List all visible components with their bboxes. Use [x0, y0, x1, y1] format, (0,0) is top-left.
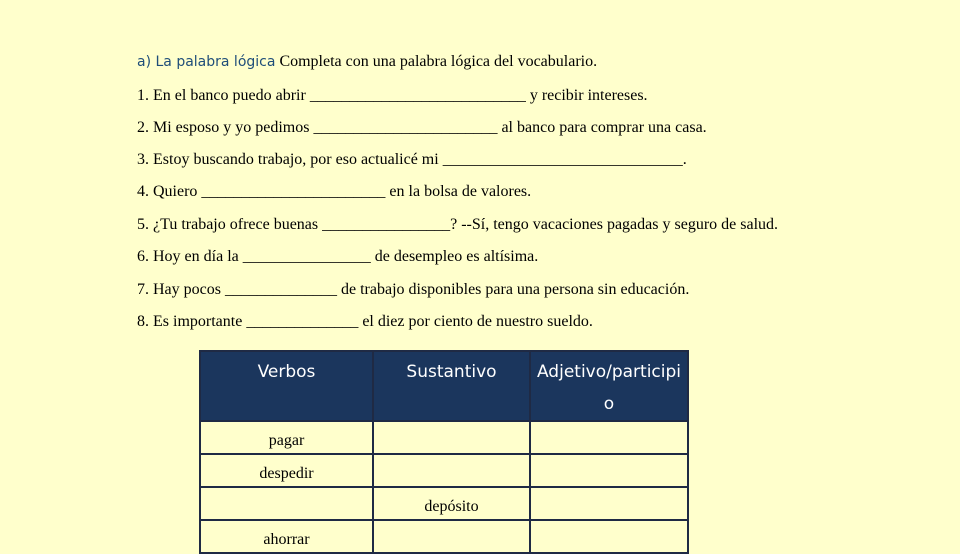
exercise-item-7: 7. Hay pocos ______________ de trabajo disponibles para una persona sin educación.: [137, 281, 690, 298]
table-cell: pagar: [200, 421, 373, 454]
header-adjetivo-label: Adjetivo/participio: [536, 362, 682, 414]
header-verbos: Verbos: [200, 351, 373, 421]
table-cell: [200, 487, 373, 520]
table-row: [200, 520, 688, 553]
exercise-item-6: 6. Hoy en día la ________________ de desempleo es altísima.: [137, 248, 539, 265]
exercise-item-3: 3. Estoy buscando trabajo, por eso actualicé mi ______________________________.: [137, 151, 687, 168]
instructions: [137, 51, 597, 73]
header-adjetivo-participio: [530, 351, 688, 421]
table-cell: [373, 454, 530, 487]
exercise-item-2: 2. Mi esposo y yo pedimos _______________________ al banco para comprar una casa.: [137, 119, 707, 136]
table-cell: [373, 520, 530, 553]
table-cell: ahorrar: [200, 520, 373, 553]
header-sustantivo: Sustantivo: [373, 351, 530, 421]
table-cell: [530, 454, 688, 487]
table-cell: [530, 421, 688, 454]
table-cell: [373, 421, 530, 454]
instructions-label: a) La palabra lógica: [137, 54, 276, 70]
table-cell: [530, 520, 688, 553]
vocabulary-table: [199, 350, 689, 554]
table-row: [200, 454, 688, 487]
exercise-item-1: 1. En el banco puedo abrir ___________________________ y recibir intereses.: [137, 87, 648, 104]
table-row: [200, 487, 688, 520]
table-cell: depósito: [373, 487, 530, 520]
table-cell: [530, 487, 688, 520]
table-cell: despedir: [200, 454, 373, 487]
exercise-item-5: 5. ¿Tu trabajo ofrece buenas ________________? --Sí, tengo vacaciones pagadas y seguro de salud.: [137, 216, 779, 233]
exercise-item-8: 8. Es importante ______________ el diez por ciento de nuestro sueldo.: [137, 313, 593, 330]
instructions-text: Completa con una palabra lógica del vocabulario.: [275, 53, 598, 70]
exercise-item-4: 4. Quiero _______________________ en la bolsa de valores.: [137, 183, 532, 200]
table-header-row: [200, 351, 688, 421]
table-row: [200, 421, 688, 454]
